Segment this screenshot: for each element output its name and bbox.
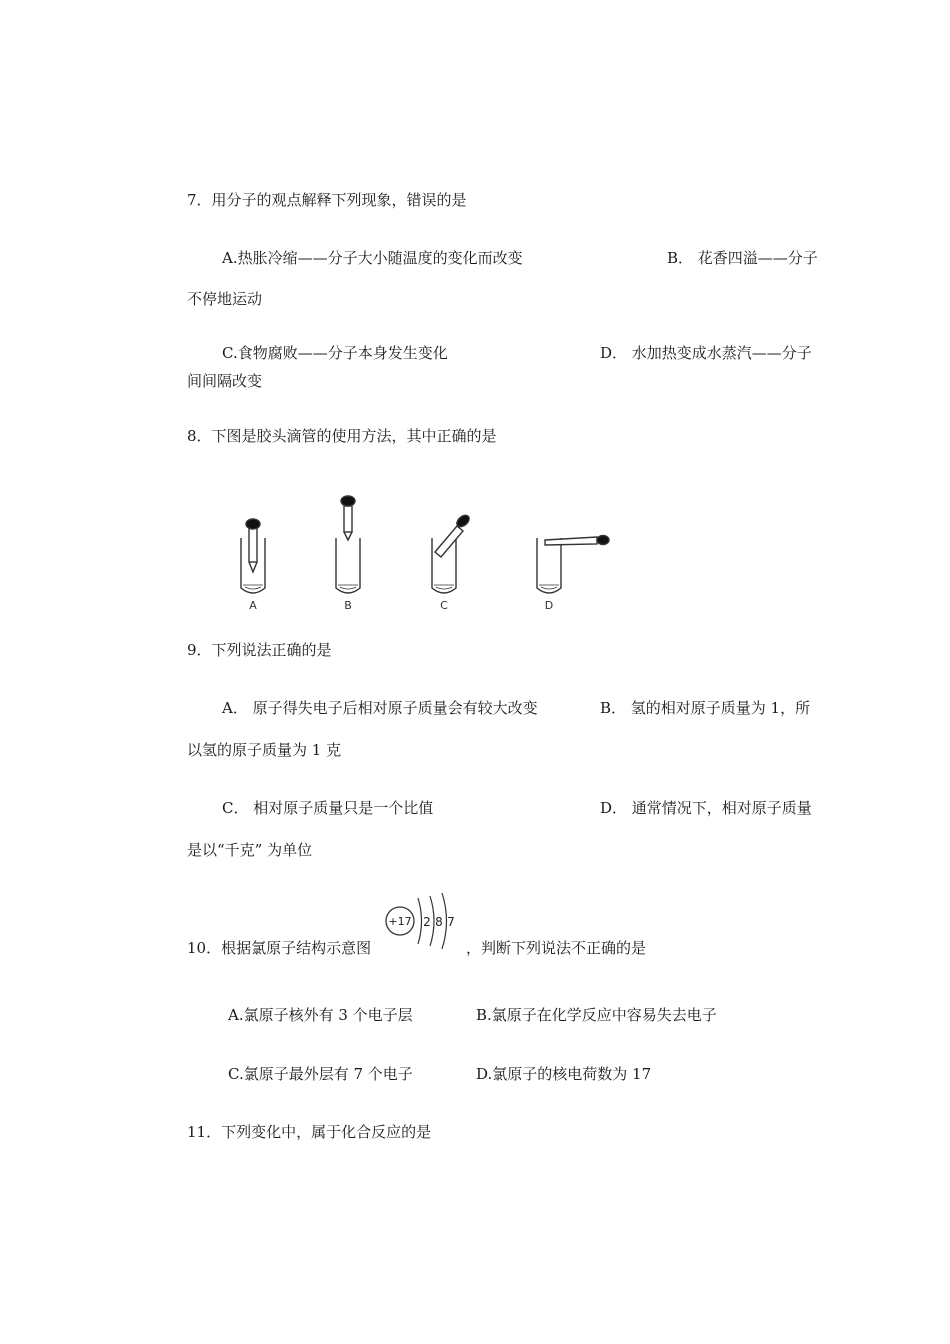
- shell-3-electrons: 7: [447, 915, 455, 929]
- q7-option-d-continued: 间间隔改变: [187, 372, 263, 390]
- chlorine-atom-structure-diagram: [383, 888, 463, 960]
- q11-stem: 11．下列变化中，属于化合反应的是: [187, 1123, 432, 1141]
- q7-option-b-continued: 不停地运动: [187, 290, 263, 308]
- nucleus-charge: +17: [388, 915, 412, 928]
- q7-option-b: B． 花香四溢——分子: [667, 249, 818, 267]
- q10-stem-end: ，判断下列说法不正确的是: [466, 939, 647, 957]
- q7-option-c: C.食物腐败——分子本身发生变化: [222, 344, 448, 362]
- q7-stem: 7．用分子的观点解释下列现象，错误的是: [187, 191, 467, 209]
- q9-option-c: C． 相对原子质量只是一个比值: [222, 799, 434, 817]
- label-b: B: [344, 599, 352, 612]
- q9-option-d: D． 通常情况下，相对原子质量: [600, 799, 812, 817]
- q9-option-a: A． 原子得失电子后相对原子质量会有较大改变: [222, 699, 538, 717]
- q10-option-c: C.氯原子最外层有 7 个电子: [228, 1065, 413, 1083]
- q10-option-b: B.氯原子在化学反应中容易失去电子: [476, 1006, 717, 1024]
- dropper-c: [435, 513, 471, 557]
- q7-option-a: A.热胀冷缩——分子大小随温度的变化而改变: [222, 249, 523, 267]
- dropper-b: [341, 496, 355, 540]
- q10-option-a: A.氯原子核外有 3 个电子层: [228, 1006, 413, 1024]
- q9-option-d-continued: 是以“千克” 为单位: [187, 841, 313, 859]
- label-d: D: [544, 599, 554, 612]
- dropper-d: [545, 536, 609, 546]
- q9-option-b-continued: 以氢的原子质量为 1 克: [187, 741, 342, 759]
- q10-option-d: D.氯原子的核电荷数为 17: [476, 1065, 652, 1083]
- dropper-a: [246, 519, 260, 572]
- q7-option-d: D． 水加热变成水蒸汽——分子: [600, 344, 812, 362]
- q9-stem: 9．下列说法正确的是: [187, 641, 332, 659]
- test-tube-d: [537, 538, 561, 593]
- q8-stem: 8．下图是胶头滴管的使用方法，其中正确的是: [187, 427, 497, 445]
- label-c: C: [440, 599, 448, 612]
- shell-2-electrons: 8: [435, 915, 443, 929]
- label-a: A: [249, 599, 257, 612]
- q9-option-b: B． 氢的相对原子质量为 1，所: [600, 699, 811, 717]
- dropper-usage-figure: [225, 490, 625, 620]
- test-tube-b: [336, 538, 360, 593]
- q10-stem-start: 10．根据氯原子结构示意图: [187, 939, 372, 957]
- shell-1-electrons: 2: [423, 915, 431, 929]
